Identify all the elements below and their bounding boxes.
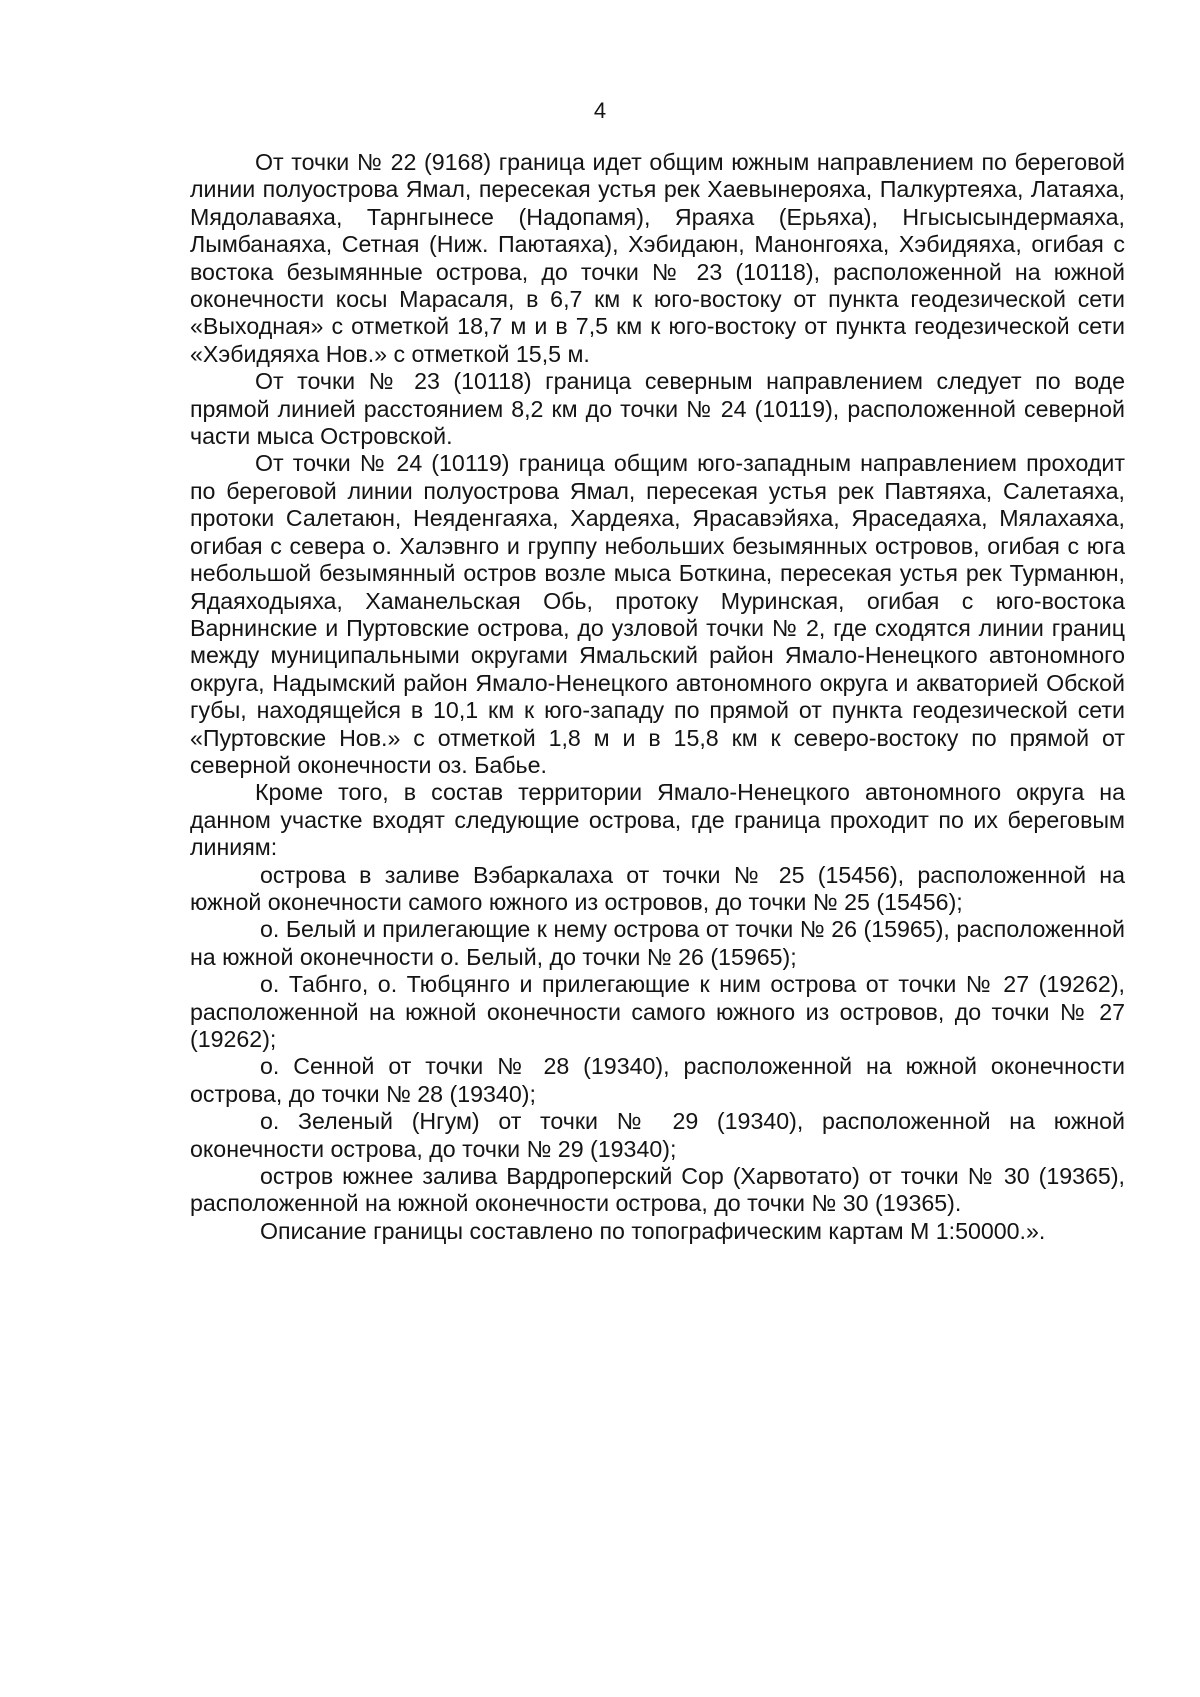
island-item-28: о. Сенной от точки № 28 (19340), расположенной на южной оконечности острова, до точки № 28 (19340); xyxy=(190,1053,1125,1107)
closing-statement: Описание границы составлено по топографическим картам М 1:50000.». xyxy=(260,1217,1046,1244)
paragraph-point-23: От точки № 23 (10118) граница северным направлением следует по воде прямой линией расстоянием 8,2 км до точки № 24 (10119), расположенной северной части мыса Островской. xyxy=(190,368,1125,450)
page-number: 4 xyxy=(593,98,607,123)
island-item-29: о. Зеленый (Нгум) от точки № 29 (19340), расположенной на южной оконечности острова, до точки № 29 (19340); xyxy=(190,1108,1125,1162)
island-item-30: остров южнее залива Вардроперский Сор (Харвотато) от точки № 30 (19365), расположенной на южной оконечности острова, до точки № 30 (19365). xyxy=(190,1163,1125,1217)
paragraph-point-22: От точки № 22 (9168) граница идет общим южным направлением по береговой линии полуострова Ямал, пересекая устья рек Хаевынерояха, Палкуртеяха, Латаяха, Мядолаваяха, Тарнгынесе (Надопамя), Яраяха (Ерьяха), Нгысысындермаяха, Лымбанаяха, Сетная (Ниж. Паютаяха), Хэбидаюн, Манонгояха, Хэбидяяха, огибая с востока безымянные острова, до точки № 23 (10118), расположенной на южной оконечности косы Марасаля, в 6,7 км к юго-востоку от пункта геодезической сети «Выходная» с отметкой 18,7 м и в 7,5 км к юго-востоку от пункта геодезической сети «Хэбидяяха Нов.» с отметкой 15,5 м. xyxy=(190,149,1125,367)
document-body xyxy=(190,149,1125,1245)
island-item-25: острова в заливе Вэбаркалаха от точки № 25 (15456), расположенной на южной оконечности самого южного из островов, до точки № 25 (15456); xyxy=(190,861,1125,915)
island-item-27: о. Табнго, о. Тюбцянго и прилегающие к ним острова от точки № 27 (19262), расположенной на южной оконечности самого южного из островов, до точки № 27 (19262); xyxy=(190,971,1125,1052)
island-item-26: о. Белый и прилегающие к нему острова от точки № 26 (15965), расположенной на южной оконечности о. Белый, до точки № 26 (15965); xyxy=(190,916,1125,970)
paragraph-islands-intro: Кроме того, в состав территории Ямало-Ненецкого автономного округа на данном участке входят следующие острова, где граница проходит по их береговым линиям: xyxy=(190,779,1125,861)
paragraph-point-24: От точки № 24 (10119) граница общим юго-западным направлением проходит по береговой линии полуострова Ямал, пересекая устья рек Павтяяха, Салетаяха, протоки Салетаюн, Неяденгаяха, Хардеяха, Ярасавэйяха, Яраседаяха, Мялахаяха, огибая с севера о. Халэвнго и группу небольших безымянных островов, огибая с юга небольшой безымянный остров возле мыса Боткина, пересекая устья рек Турманюн, Ядаяходыяха, Хаманельская Обь, протоку Муринская, огибая с юго-востока Варнинские и Пуртовские острова, до узловой точки № 2, где сходятся линии границ между муниципальными округами Ямальский район Ямало-Ненецкого автономного округа, Надымский район Ямало-Ненецкого автономного округа и акваторией Обской губы, находящейся в 10,1 км к юго-западу по прямой от пункта геодезической сети «Пуртовские Нов.» с отметкой 1,8 м и в 15,8 км к северо-востоку по прямой от северной оконечности оз. Бабье. xyxy=(190,450,1125,778)
